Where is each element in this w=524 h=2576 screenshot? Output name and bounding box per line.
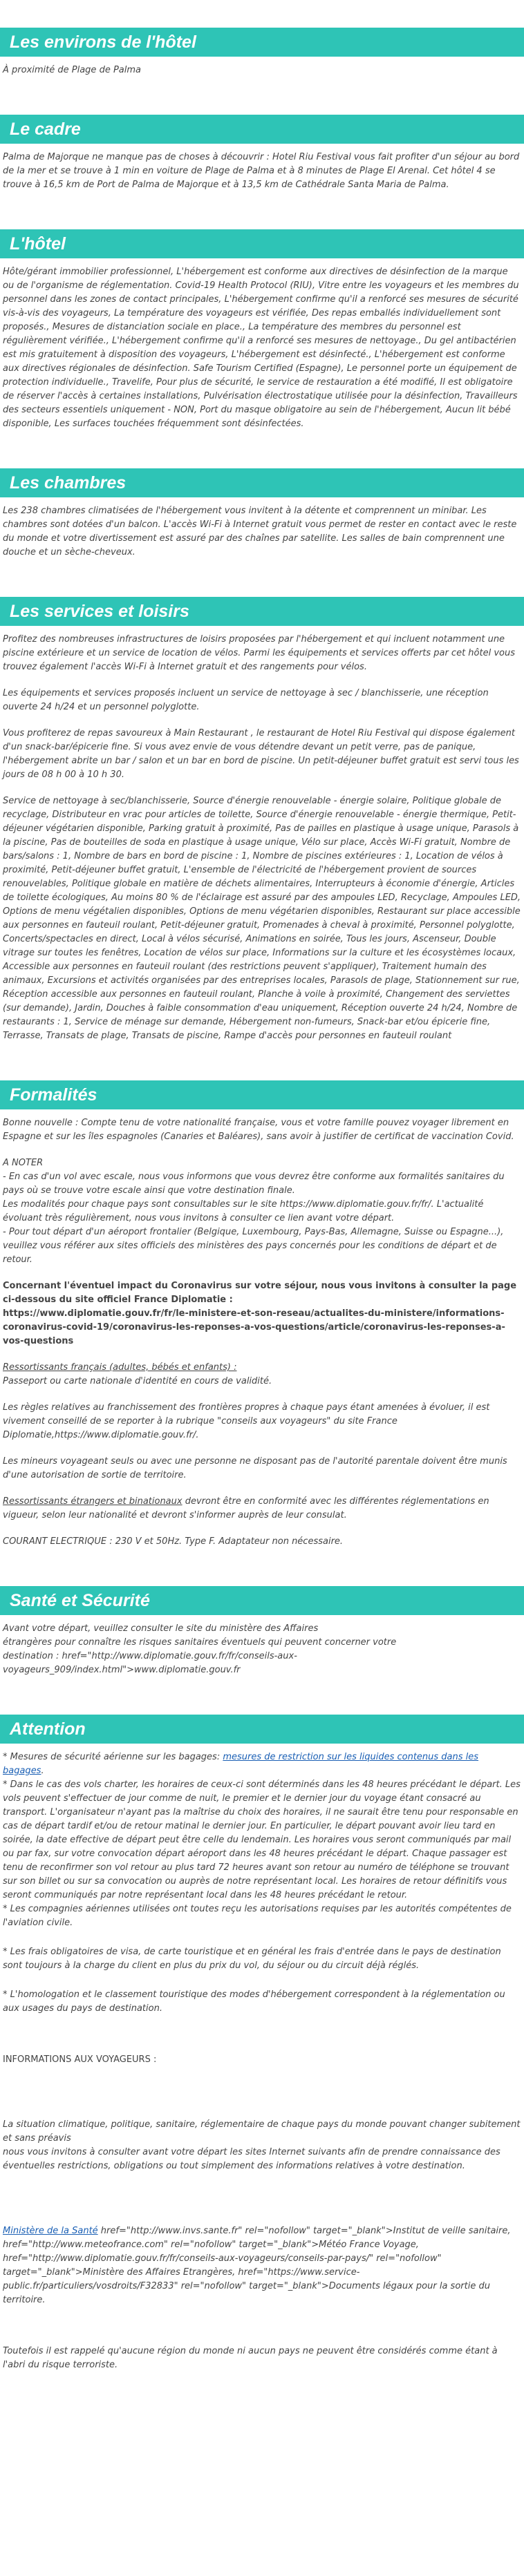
travelers-links	[3, 2224, 521, 2307]
attention-classification: * L'homologation et le classement touristique des modes d'hébergement correspondent à la réglementation ou aux usages du pays de destination.	[3, 1990, 505, 2014]
coronavirus-notice: Concernant l'éventuel impact du Coronavirus sur votre séjour, nous vous invitons à consulter la page ci-dessous du site officiel France Diplomatie : https://www.diplomatie.gouv.fr/fr/le-ministere-et-son-reseau/actualites-du-ministere/informations-coronavirus-covid-19/coronavirus-les-reponses-a-vos-questions/article/coronavirus-les-reponses-a-vos-questions	[3, 1281, 517, 1346]
electric-current: COURANT ELECTRIQUE : 230 V et 50Hz. Type F. Adaptateur non nécessaire.	[3, 1536, 344, 1547]
adults-docs	[3, 1361, 521, 1389]
section-text: À proximité de Plage de Palma	[3, 65, 141, 75]
section-text: Palma de Majorque ne manque pas de choses à découvrir : Hotel Riu Festival vous fait profiter d'un séjour au bord de la mer et se trouve à 1 min en voiture de Plage de Palma et à 8 minutes de Plage El Arenal. Cet hôtel 4 se trouve à 16,5 km de Port de Palma de Majorque et à 13,5 km de Cathédrale Santa Maria de Palma.	[3, 152, 520, 190]
section-title: L'hôtel	[0, 229, 524, 258]
adults-heading: Ressortissants français (adultes, bébés et enfants) :	[3, 1362, 237, 1373]
note-body: - En cas d'un vol avec escale, nous vous informons que vous devrez être conforme aux formalités sanitaires du pays où se trouve votre escale ainsi que votre destination finale. Les modalités pour chaque pays sont consultables sur le site https://www.diplomatie.gouv.fr/fr/. L'actualité évoluant très régulièrement, nous vous invitons à consulter ce lien avant votre départ. - Pour tout départ d'un aéroport frontalier (Belgique, Luxembourg, Pays-Bas, Allemagne, Suisse ou Espagne...), veuillez vous référer aux sites officiels des ministères des pays concernés pour les conditions de départ et de retour.	[3, 1172, 505, 1265]
services-intro: Profitez des nombreuses infrastructures de loisirs proposées par l'hébergement et qui incluent notamment une piscine extérieure et un service de location de vélos. Parmi les équipements et services offerts par cet hôtel vous trouvez également l'accès Wi-Fi à Internet gratuit et des rangements pour vélos.	[3, 634, 515, 672]
section-services	[0, 597, 524, 1043]
section-chambres	[0, 468, 524, 560]
section-text: Hôte/gérant immobilier professionnel, L'hébergement est conforme aux directives de désinfection de la marque ou de l'organisme de réglementation. Covid-19 Health Protocol (RIU), Vitre entre les voyageurs et les membres du personnel dans les zones de contact principales, L'hébergement confirme qu'il a renforcé ses mesures de sécurité vis-à-vis des voyageurs, La température des voyageurs est vérifiée, Des repas emballés individuellement sont proposés., Mesures de distanciation sociale en place., La température des membres du personnel est régulièrement vérifiée., L'hébergement confirme qu'il a renforcé ses mesures de nettoyage., Du gel antibactérien est mis gratuitement à disposition des voyageurs, L'hébergement est désinfecté., L'hébergement est conforme aux directives régionales de désinfection. Safe Tourism Certified (Espagne), Le personnel porte un équipement de protection individuelle., Travelife, Pour plus de sécurité, le service de restauration a été modifié, Il est obligatoire de réserver l'accès à certaines installations, Pulvérisation électrostatique utilisée pour la désinfection, Travailleurs des secteurs essentiels uniquement - NON, Port du masque obligatoire au sein de l'hébergement, Aucun lit bébé disponible, Les surfaces touchées fréquemment sont désinfectées.	[3, 267, 519, 429]
section-text: Les 238 chambres climatisées de l'hébergement vous invitent à la détente et comprennent un minibar. Les chambres sont dotées d'un balcon. L'accès Wi-Fi à Internet gratuit vous permet de rester en contact avec le reste du monde et votre divertissement est assuré par des chaînes par satellite. Les salles de bain comprennent une douche et un sèche-cheveux.	[3, 506, 517, 557]
minors-advice: Les mineurs voyageant seuls ou avec une personne ne disposant pas de l'autorité parentale doivent être munis d'une autorisation de sortie de territoire.	[3, 1456, 507, 1480]
formalites-note	[3, 1156, 521, 1267]
attention-intro: * Mesures de sécurité aérienne sur les bagages:	[3, 1752, 223, 1762]
travelers-situation: La situation climatique, politique, sanitaire, réglementaire de chaque pays du monde pouvant changer subitement et sans préavis nous vous invitons à consulter avant votre départ les sites Internet suivants afin de prendre connaissance des éventuelles restrictions, obligations ou tout simplement des informations relatives à votre destination.	[3, 2119, 521, 2171]
liquids-restriction-link[interactable]: mesures de restriction sur les liquides contenus dans les bagages	[3, 1752, 479, 1776]
terrorism-notice: Toutefois il est rappelé qu'aucune région du monde ni aucun pays ne peuvent être considérés comme étant à l'abri du risque terroriste.	[3, 2346, 498, 2370]
note-heading: A NOTER	[3, 1158, 44, 1168]
health-ministry-link[interactable]: Ministère de la Santé	[3, 2226, 98, 2236]
travelers-links-text: href="http://www.invs.sante.fr" rel="nofollow" target="_blank">Institut de veille sanitaire, href="http://www.meteofrance.com" rel="nofollow" target="_blank">Météo France Voyage, href="http://www.diplomatie.gouv.fr/fr/conseils-aux-voyageurs/conseils-par-pays/" rel="nofollow" target="_blank">Ministère des Affaires Etrangères, href="https://www.service-public.fr/particuliers/vosdroits/F32833" rel="nofollow" target="_blank">Documents légaux pour la sortie du territoire.	[3, 2226, 511, 2305]
travelers-info-heading: INFORMATIONS AUX VOYAGEURS :	[3, 2054, 157, 2065]
section-sante	[0, 1586, 524, 1677]
section-text: Avant votre départ, veuillez consulter le site du ministère des Affaires étrangères pour connaître les risques sanitaires éventuels qui peuvent concerner votre destination : href="http://www.diplomatie.gouv.fr/fr/conseils-aux-voyageurs_909/index.html">www.diplomatie.gouv.fr	[3, 1623, 397, 1675]
section-title: Les chambres	[0, 468, 524, 497]
attention-flights	[3, 1750, 521, 1930]
section-title: Santé et Sécurité	[0, 1586, 524, 1615]
attention-fees: * Les frais obligatoires de visa, de carte touristique et en général les frais d'entrée dans le pays de destination sont toujours à la charge du client en plus du prix du vol, du séjour ou du circuit déjà réglés.	[3, 1947, 501, 1971]
section-title: Les services et loisirs	[0, 597, 524, 626]
services-restaurant: Vous profiterez de repas savoureux à Main Restaurant , le restaurant de Hotel Riu Festival qui dispose également d'un snack-bar/épicerie fine. Si vous avez envie de vous détendre devant un petit verre, pas de panique, l'hébergement abrite un bar / salon et un bar en bord de piscine. Un petit-déjeuner buffet gratuit est servi tous les jours de 08 h 00 à 10 h 30.	[3, 728, 519, 780]
section-title: Les environs de l'hôtel	[0, 28, 524, 57]
section-hotel	[0, 229, 524, 431]
adults-body: Passeport ou carte nationale d'identité en cours de validité.	[3, 1376, 272, 1386]
section-environs	[0, 28, 524, 77]
section-title: Le cadre	[0, 115, 524, 144]
services-reception: Les équipements et services proposés incluent un service de nettoyage à sec / blanchisserie, une réception ouverte 24 h/24 et un personnel polyglotte.	[3, 688, 489, 712]
foreign-body: devront être en conformité avec les différentes réglementations en vigueur, selon leur nationalité et devront s'informer auprès de leur consulat.	[3, 1496, 489, 1520]
section-title: Attention	[0, 1715, 524, 1744]
formalites-intro: Bonne nouvelle : Compte tenu de votre nationalité française, vous et votre famille pouvez voyager librement en Espagne et sur les îles espagnoles (Canaries et Baléares), sans avoir à justifier de certificat de vaccination Covid.	[3, 1118, 514, 1142]
section-title: Formalités	[0, 1080, 524, 1109]
section-cadre	[0, 115, 524, 192]
borders-advice: Les règles relatives au franchissement des frontières propres à chaque pays étant amenées à évoluer, il est vivement conseillé de se reporter à la rubrique "conseils aux voyageurs" du site France Diplomatie,https://www.diplomatie.gouv.fr/.	[3, 1402, 490, 1440]
section-attention	[0, 1715, 524, 2372]
foreign-advice	[3, 1495, 521, 1523]
foreign-heading: Ressortissants étrangers et binationaux	[3, 1496, 183, 1507]
services-list: Service de nettoyage à sec/blanchisserie, Source d'énergie renouvelable - énergie solaire, Politique globale de recyclage, Distributeur en vrac pour articles de toilette, Source d'énergie renouvelable - énergie thermique, Petit-déjeuner végétarien disponible, Parking gratuit à proximité, Pas de pailles en plastique à usage unique, Parasols à la piscine, Pas de bouteilles de soda en plastique à usage unique, Vélo sur place, Accès Wi-Fi gratuit, Nombre de bars/salons : 1, Nombre de bars en bord de piscine : 1, Nombre de piscines extérieures : 1, Location de vélos à proximité, Petit-déjeuner buffet gratuit, L'ensemble de l'électricité de l'hébergement provient de sources renouvelables, Politique globale en matière de déchets alimentaires, Interrupteurs à économie d'énergie, Articles de toilette écologiques, Au moins 80 % de l'éclairage est assuré par des ampoules LED, Recyclage, Ampoules LED, Options de menu végétalien disponibles, Options de menu végétarien disponibles, Restaurant sur place accessible aux personnes en fauteuil roulant, Petit-déjeuner gratuit, Promenades à cheval à proximité, Personnel polyglotte, Concerts/spectacles en direct, Local à vélos sécurisé, Animations en soirée, Tous les jours, Ascenseur, Double vitrage sur toutes les fenêtres, Location de vélos sur place, Informations sur la culture et les écosystèmes locaux, Accessible aux personnes en fauteuil roulant (des restrictions peuvent s'appliquer), Traitement humain des animaux, Excursions et activités organisées par des entreprises locales, Parasols de plage, Stationnement sur rue, Réception accessible aux personnes en fauteuil roulant, Planche à voile à proximité, Changement des serviettes (sur demande), Jardin, Douches à faible consommation d'eau uniquement, Réception ouverte 24 h/24, Nombre de restaurants : 1, Service de ménage sur demande, Hébergement non-fumeurs, Snack-bar et/ou épicerie fine, Terrasse, Transats de plage, Transats de piscine, Rampe d'accès pour personnes en fauteuil roulant	[3, 796, 521, 1041]
attention-flights-text: . * Dans le cas des vols charter, les horaires de ceux-ci sont déterminés dans les 48 heures précédant le départ. Les vols peuvent s'effectuer de jour comme de nuit, le premier et le dernier jour du voyage étant consacré au transport. L'organisateur n'ayant pas la maîtrise du choix des horaires, il ne saurait être tenu pour responsable en cas de départ tardif et/ou de retour matinal le dernier jour. En particulier, le départ pouvant avoir lieu tard en soirée, la date effective de départ peut être celle du lendemain. Les horaires vous seront communiqués par mail ou par fax, sur votre convocation départ aéroport dans les 48 heures précédant le départ. Chaque passager est tenu de reconfirmer son vol retour au plus tard 72 heures avant son retour au numéro de téléphone se trouvant sur son billet ou sur sa convocation ou auprès de notre représentant local. Les horaires de retour définitifs vous seront communiqués par notre représentant local dans les 48 heures précédant le retour. * Les compagnies aériennes utilisées ont toutes reçu les autorisations requises par les autorités compétentes de l'aviation civile.	[3, 1766, 521, 1928]
section-formalites	[0, 1080, 524, 1549]
